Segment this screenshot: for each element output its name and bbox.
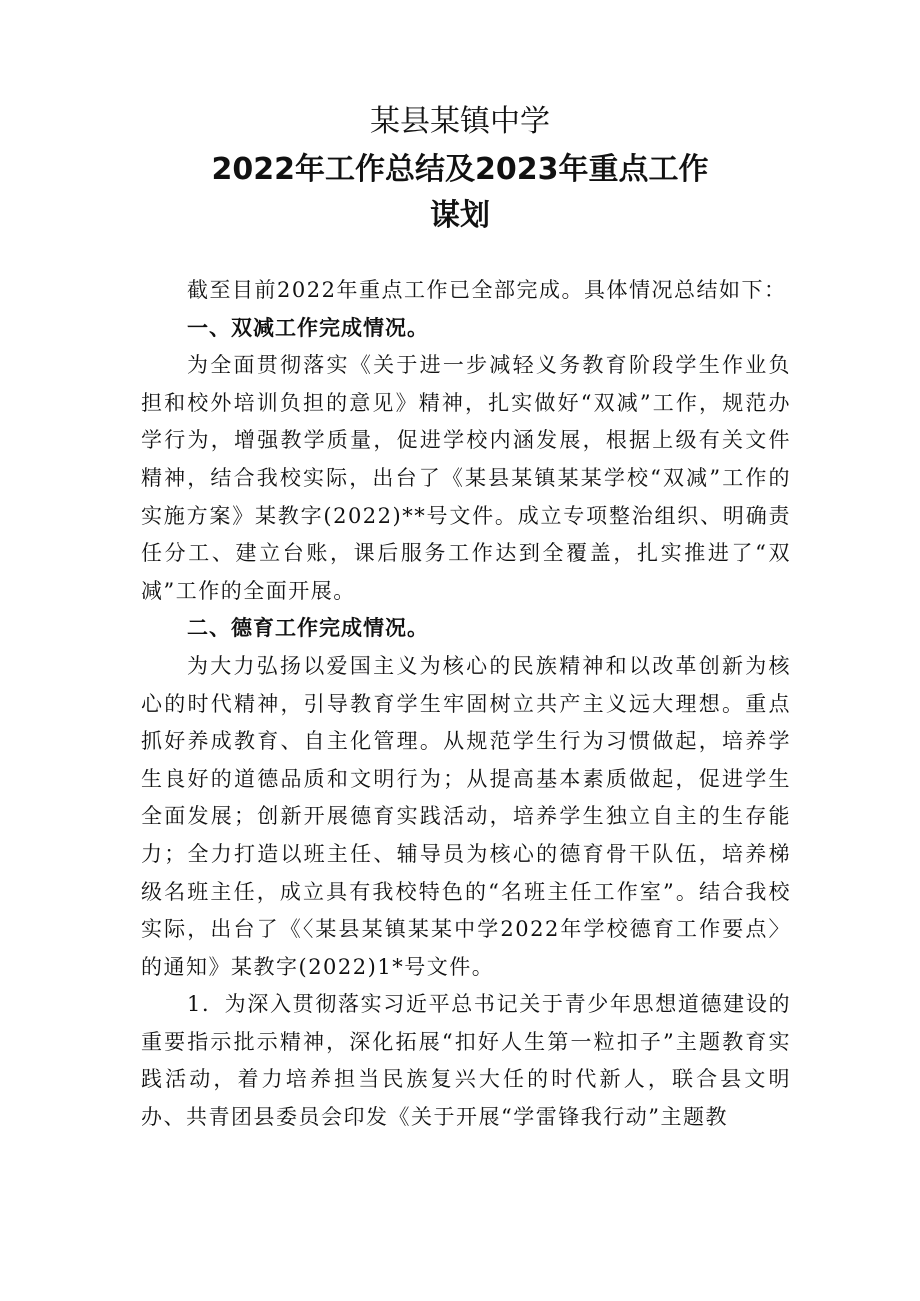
intro-paragraph: 截至目前2022年重点工作已全部完成。具体情况总结如下： — [187, 278, 787, 302]
section-1-paragraph: 为全面贯彻落实《关于进一步减轻义务教育阶段学生作业负担和校外培训负担的意见》精神，扎实做好“双减”工作，规范办学行为，增强教学质量，促进学校内涵发展，根据上级有关文件精神，结合我校实际，出台了《某县某镇某某学校“双减”工作的实施方案》某教字(2022)**号文件。成立专项整治组织、明确责任分工、建立台账，课后服务工作达到全覆盖，扎实推进了“双减”工作的全面开展。 — [141, 353, 791, 603]
section-2-item-1: 1．为深入贯彻落实习近平总书记关于青少年思想道德建设的重要指示批示精神，深化拓展“扣好人生第一粒扣子”主题教育实践活动，着力培养担当民族复兴大任的时代新人，联合县文明办、共青团县委员会印发《关于开展“学雷锋我行动”主题教 — [141, 992, 791, 1130]
document-title-line-2: 2022年工作总结及2023年重点工作 — [211, 152, 709, 187]
section-1-heading: 一、双减工作完成情况。 — [187, 315, 429, 340]
document-body — [141, 272, 791, 1137]
section-2-heading: 二、德育工作完成情况。 — [187, 616, 429, 641]
section-2-paragraph: 为大力弘扬以爱国主义为核心的民族精神和以改革创新为核心的时代精神，引导教育学生牢固树立共产主义远大理想。重点抓好养成教育、自主化管理。从规范学生行为习惯做起，培养学生良好的道德品质和文明行为；从提高基本素质做起，促进学生全面发展；创新开展德育实践活动，培养学生独立自主的生存能力；全力打造以班主任、辅导员为核心的德育骨干队伍，培养梯级名班主任，成立具有我校特色的“名班主任工作室”。结合我校实际，出台了《〈某县某镇某某中学2022年学校德育工作要点〉的通知》某教字(2022)1*号文件。 — [141, 653, 791, 979]
document-title-line-1: 某县某镇中学 — [370, 104, 550, 139]
document-title-line-3: 谋划 — [430, 198, 490, 233]
